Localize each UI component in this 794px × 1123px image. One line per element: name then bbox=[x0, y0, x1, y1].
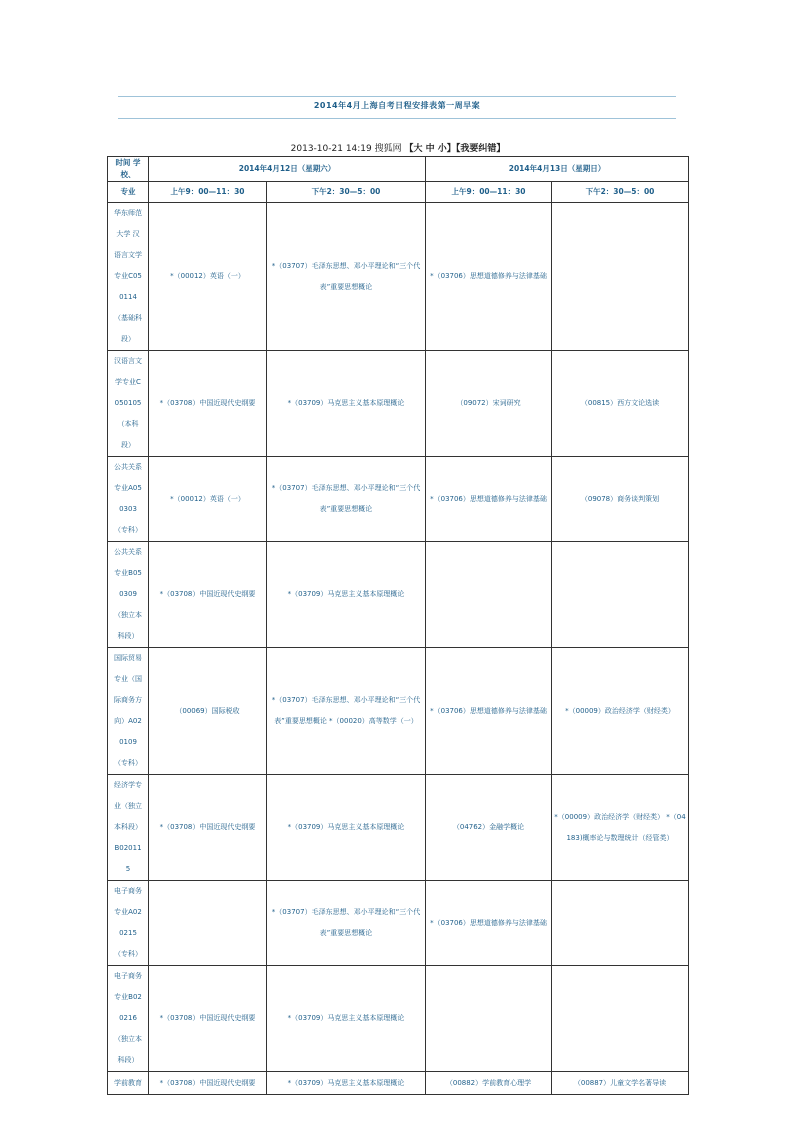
title-underline bbox=[118, 118, 676, 119]
exam-cell: *（03708）中国近现代史纲要 bbox=[149, 351, 267, 457]
exam-cell: *（00009）政治经济学（财经类） *（04183)概率论与数理统计（经管类） bbox=[552, 775, 689, 881]
major-cell: 华东师范大学 汉语言文学专业C050114（基础科段） bbox=[108, 203, 149, 351]
header-row-dates bbox=[108, 157, 689, 182]
table-row bbox=[108, 351, 689, 457]
table-row bbox=[108, 881, 689, 966]
exam-cell: （04762）金融学概论 bbox=[426, 775, 552, 881]
exam-cell: *（03707）毛泽东思想、邓小平理论和“三个代表”重要思想概论 bbox=[267, 203, 426, 351]
exam-cell: *（03707）毛泽东思想、邓小平理论和“三个代表”重要思想概论 *（00020）高等数学（一） bbox=[267, 648, 426, 775]
exam-cell: *（03708）中国近现代史纲要 bbox=[149, 542, 267, 648]
top-rule bbox=[118, 96, 676, 97]
table-row bbox=[108, 203, 689, 351]
major-cell: 学前教育 bbox=[108, 1072, 149, 1095]
exam-cell: *（03706）思想道德修养与法律基础 bbox=[426, 881, 552, 966]
major-cell: 公共关系专业A050303（专科） bbox=[108, 457, 149, 542]
exam-cell bbox=[552, 542, 689, 648]
table-row bbox=[108, 457, 689, 542]
exam-cell: （00815）西方文论选读 bbox=[552, 351, 689, 457]
exam-cell: *（03709）马克思主义基本原理概论 bbox=[267, 1072, 426, 1095]
exam-cell: （00882）学前教育心理学 bbox=[426, 1072, 552, 1095]
exam-cell bbox=[426, 542, 552, 648]
table-row bbox=[108, 648, 689, 775]
exam-cell bbox=[552, 203, 689, 351]
page-title: 2014年4月上海自考日程安排表第一周早案 bbox=[313, 101, 481, 110]
exam-cell: *（03706）思想道德修养与法律基础 bbox=[426, 457, 552, 542]
major-cell: 公共关系专业B050309（独立本科段） bbox=[108, 542, 149, 648]
exam-cell: *（03708）中国近现代史纲要 bbox=[149, 1072, 267, 1095]
exam-cell: *（03707）毛泽东思想、邓小平理论和“三个代表”重要思想概论 bbox=[267, 881, 426, 966]
exam-cell: （09078）商务谈判策划 bbox=[552, 457, 689, 542]
table-row bbox=[108, 1072, 689, 1095]
exam-cell: *（00012）英语（一） bbox=[149, 457, 267, 542]
exam-cell bbox=[552, 881, 689, 966]
exam-cell: *（00009）政治经济学（财经类） bbox=[552, 648, 689, 775]
exam-cell: *（03709）马克思主义基本原理概论 bbox=[267, 775, 426, 881]
major-cell: 经济学专业（独立本科段）B020115 bbox=[108, 775, 149, 881]
exam-cell: *（03706）思想道德修养与法律基础 bbox=[426, 203, 552, 351]
day2-header: 2014年4月13日（星期日） bbox=[426, 157, 689, 182]
table-row bbox=[108, 966, 689, 1072]
major-cell: 电子商务专业B020216（独立本科段） bbox=[108, 966, 149, 1072]
timestamp: 2013-10-21 14:19 bbox=[290, 144, 372, 154]
font-size-switcher[interactable]: 【大 中 小】 bbox=[404, 144, 456, 154]
exam-cell: *（03709）马克思主义基本原理概论 bbox=[267, 351, 426, 457]
major-cell: 国际贸易专业（国际商务方向）A020109（专科） bbox=[108, 648, 149, 775]
day1-header: 2014年4月12日（星期六） bbox=[149, 157, 426, 182]
exam-cell: *（03709）马克思主义基本原理概论 bbox=[267, 966, 426, 1072]
corner-header-bottom: 专业 bbox=[108, 182, 149, 203]
major-cell: 电子商务专业A020215（专科） bbox=[108, 881, 149, 966]
exam-cell: （00887）儿童文学名著导读 bbox=[552, 1072, 689, 1095]
article-meta bbox=[108, 141, 688, 154]
session-header: 上午9：00—11：30 bbox=[426, 182, 552, 203]
major-cell: 汉语言文学专业C050105（本科段） bbox=[108, 351, 149, 457]
session-header: 下午2：30—5：00 bbox=[267, 182, 426, 203]
corner-header-top: 时间 学校、 bbox=[108, 157, 149, 182]
report-error-link[interactable]: 【我要纠错】 bbox=[455, 144, 506, 154]
exam-cell bbox=[552, 966, 689, 1072]
table-row bbox=[108, 775, 689, 881]
source: 搜狐网 bbox=[374, 144, 402, 154]
table-row bbox=[108, 542, 689, 648]
exam-cell: *（03707）毛泽东思想、邓小平理论和“三个代表”重要思想概论 bbox=[267, 457, 426, 542]
session-header: 下午2：30—5：00 bbox=[552, 182, 689, 203]
header-row-sessions bbox=[108, 182, 689, 203]
exam-cell: （00069）国际税收 bbox=[149, 648, 267, 775]
exam-schedule-table bbox=[107, 156, 689, 1095]
exam-cell bbox=[149, 881, 267, 966]
exam-cell: *（03709）马克思主义基本原理概论 bbox=[267, 542, 426, 648]
exam-cell: （09072）宋词研究 bbox=[426, 351, 552, 457]
exam-cell: *（00012）英语（一） bbox=[149, 203, 267, 351]
exam-cell: *（03708）中国近现代史纲要 bbox=[149, 775, 267, 881]
session-header: 上午9：00—11：30 bbox=[149, 182, 267, 203]
exam-cell bbox=[426, 966, 552, 1072]
exam-cell: *（03706）思想道德修养与法律基础 bbox=[426, 648, 552, 775]
exam-cell: *（03708）中国近现代史纲要 bbox=[149, 966, 267, 1072]
